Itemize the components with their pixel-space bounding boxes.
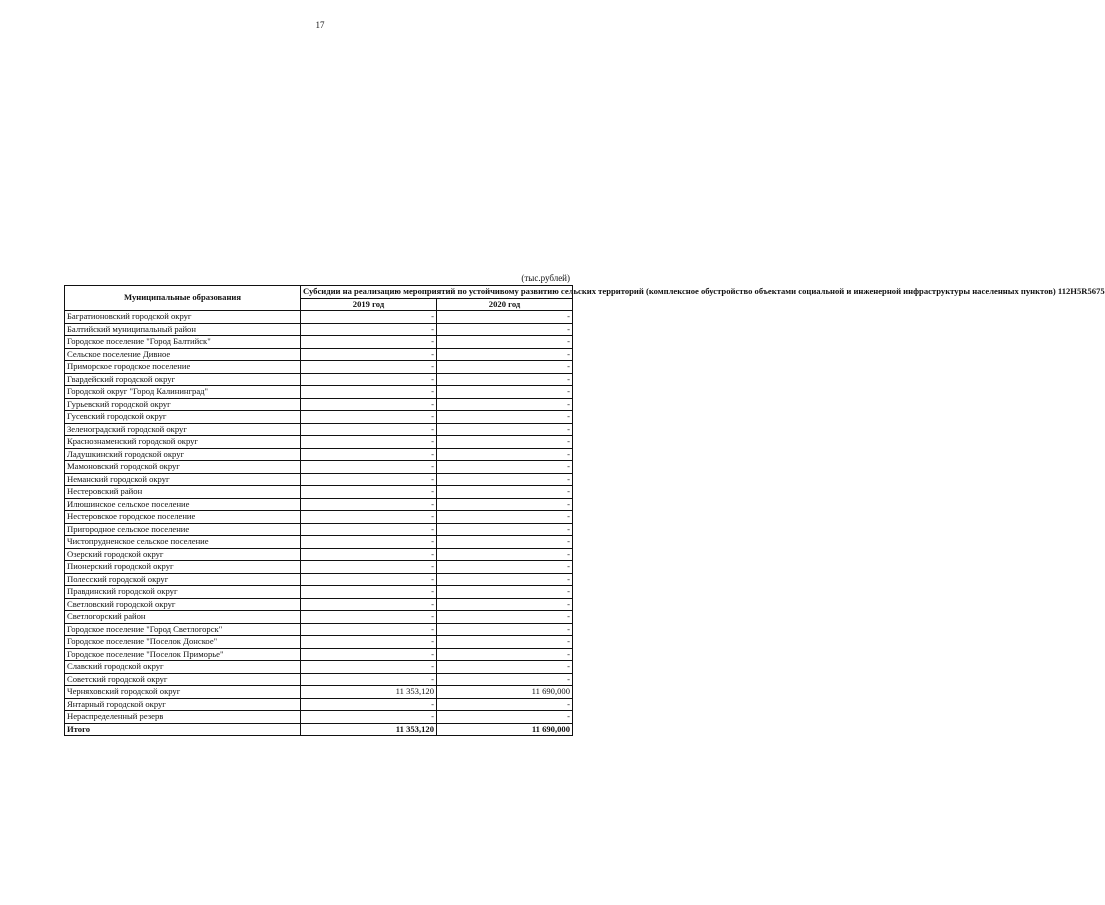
table-row (65, 661, 573, 674)
value-2020: - (437, 423, 573, 436)
value-2020: - (437, 536, 573, 549)
municipality-name: Светлогорский район (65, 611, 301, 624)
page-number: 17 (315, 20, 325, 30)
municipality-name: Озерский городской округ (65, 548, 301, 561)
municipality-name: Нестеровское городское поселение (65, 511, 301, 524)
table-row (65, 711, 573, 724)
municipality-name: Гусевский городской округ (65, 411, 301, 424)
subsidy-table (64, 285, 1105, 736)
municipality-name: Краснознаменский городской округ (65, 436, 301, 449)
value-2020: - (437, 586, 573, 599)
value-2019: - (301, 486, 437, 499)
value-2019: - (301, 361, 437, 374)
municipality-name: Славский городской округ (65, 661, 301, 674)
value-2020: - (437, 611, 573, 624)
value-2019: - (301, 698, 437, 711)
total-row (65, 723, 573, 736)
table-body (65, 311, 573, 736)
municipality-name: Гурьевский городской округ (65, 398, 301, 411)
value-2020: - (437, 523, 573, 536)
municipality-name: Правдинский городской округ (65, 586, 301, 599)
table-row (65, 536, 573, 549)
value-2020: 11 690,000 (437, 686, 573, 699)
total-2019: 11 353,120 (301, 723, 437, 736)
value-2020: - (437, 348, 573, 361)
total-label: Итого (65, 723, 301, 736)
table-row (65, 411, 573, 424)
value-2019: - (301, 398, 437, 411)
header-year-2019: 2019 год (301, 298, 437, 311)
table-row (65, 473, 573, 486)
value-2020: - (437, 448, 573, 461)
table-row (65, 311, 573, 324)
value-2019: - (301, 386, 437, 399)
value-2019: - (301, 548, 437, 561)
value-2019: - (301, 336, 437, 349)
value-2020: - (437, 486, 573, 499)
municipality-name: Приморское городское поселение (65, 361, 301, 374)
table-row (65, 361, 573, 374)
value-2019: - (301, 461, 437, 474)
municipality-name: Зеленоградский городской округ (65, 423, 301, 436)
value-2019: 11 353,120 (301, 686, 437, 699)
table-row (65, 336, 573, 349)
value-2020: - (437, 373, 573, 386)
table-row (65, 448, 573, 461)
table-row (65, 423, 573, 436)
municipality-name: Городское поселение "Поселок Донское" (65, 636, 301, 649)
value-2019: - (301, 498, 437, 511)
value-2019: - (301, 648, 437, 661)
municipality-name: Чистопрудненское сельское поселение (65, 536, 301, 549)
value-2020: - (437, 498, 573, 511)
value-2020: - (437, 698, 573, 711)
value-2020: - (437, 623, 573, 636)
value-2020: - (437, 323, 573, 336)
municipality-name: Пригородное сельское поселение (65, 523, 301, 536)
municipality-name: Янтарный городской округ (65, 698, 301, 711)
value-2019: - (301, 711, 437, 724)
municipality-name: Нераспределенный резерв (65, 711, 301, 724)
header-municipalities: Муниципальные образования (65, 286, 301, 311)
header-year-2020: 2020 год (437, 298, 573, 311)
municipality-name: Городское поселение "Поселок Приморье" (65, 648, 301, 661)
value-2020: - (437, 598, 573, 611)
value-2020: - (437, 711, 573, 724)
value-2020: - (437, 673, 573, 686)
table-row (65, 323, 573, 336)
municipality-name: Нестеровский район (65, 486, 301, 499)
table-row (65, 486, 573, 499)
table-row (65, 373, 573, 386)
table-row (65, 523, 573, 536)
header-subsidy: Субсидии на реализацию мероприятий по устойчивому развитию сельских территорий (комплексное обустройство объектами социальной и инженерной инфраструктуры населенных пунктов) 112Н5R5675 (301, 286, 573, 299)
value-2020: - (437, 386, 573, 399)
table-row (65, 498, 573, 511)
value-2019: - (301, 661, 437, 674)
municipality-name: Городской округ "Город Калининград" (65, 386, 301, 399)
value-2020: - (437, 661, 573, 674)
table-row (65, 698, 573, 711)
municipality-name: Сельское поселение Дивное (65, 348, 301, 361)
value-2019: - (301, 448, 437, 461)
table-row (65, 348, 573, 361)
table-row (65, 611, 573, 624)
table-row (65, 686, 573, 699)
value-2019: - (301, 411, 437, 424)
value-2019: - (301, 561, 437, 574)
table-row (65, 648, 573, 661)
table-row (65, 511, 573, 524)
value-2020: - (437, 436, 573, 449)
table-row (65, 561, 573, 574)
municipality-name: Ладушкинский городской округ (65, 448, 301, 461)
value-2019: - (301, 523, 437, 536)
table-row (65, 436, 573, 449)
municipality-name: Мамоновский городской округ (65, 461, 301, 474)
value-2019: - (301, 473, 437, 486)
value-2020: - (437, 648, 573, 661)
table-row (65, 586, 573, 599)
value-2020: - (437, 361, 573, 374)
table-row (65, 461, 573, 474)
municipality-name: Багратионовский городской округ (65, 311, 301, 324)
value-2019: - (301, 623, 437, 636)
value-2019: - (301, 536, 437, 549)
value-2019: - (301, 436, 437, 449)
table-row (65, 598, 573, 611)
value-2019: - (301, 598, 437, 611)
table-row (65, 573, 573, 586)
value-2019: - (301, 586, 437, 599)
municipality-name: Неманский городской округ (65, 473, 301, 486)
total-2020: 11 690,000 (437, 723, 573, 736)
municipality-name: Балтийский муниципальный район (65, 323, 301, 336)
value-2020: - (437, 636, 573, 649)
value-2019: - (301, 511, 437, 524)
table-row (65, 548, 573, 561)
value-2019: - (301, 636, 437, 649)
municipality-name: Пионерский городской округ (65, 561, 301, 574)
units-label: (тыс.рублей) (521, 273, 570, 283)
value-2019: - (301, 423, 437, 436)
table-row (65, 386, 573, 399)
value-2019: - (301, 373, 437, 386)
value-2020: - (437, 548, 573, 561)
value-2019: - (301, 323, 437, 336)
value-2019: - (301, 673, 437, 686)
value-2020: - (437, 473, 573, 486)
value-2020: - (437, 411, 573, 424)
municipality-name: Гвардейский городской округ (65, 373, 301, 386)
value-2020: - (437, 311, 573, 324)
value-2020: - (437, 561, 573, 574)
municipality-name: Полесский городской округ (65, 573, 301, 586)
municipality-name: Советский городской округ (65, 673, 301, 686)
table-row (65, 636, 573, 649)
municipality-name: Черняховский городской округ (65, 686, 301, 699)
value-2019: - (301, 348, 437, 361)
value-2020: - (437, 511, 573, 524)
value-2019: - (301, 311, 437, 324)
value-2020: - (437, 336, 573, 349)
table-row (65, 398, 573, 411)
value-2020: - (437, 573, 573, 586)
value-2020: - (437, 461, 573, 474)
municipality-name: Городское поселение "Город Балтийск" (65, 336, 301, 349)
municipality-name: Светловский городской округ (65, 598, 301, 611)
municipality-name: Городское поселение "Город Светлогорск" (65, 623, 301, 636)
table-row (65, 673, 573, 686)
value-2019: - (301, 611, 437, 624)
table-row (65, 623, 573, 636)
value-2019: - (301, 573, 437, 586)
value-2020: - (437, 398, 573, 411)
municipality-name: Илюшинское сельское поселение (65, 498, 301, 511)
